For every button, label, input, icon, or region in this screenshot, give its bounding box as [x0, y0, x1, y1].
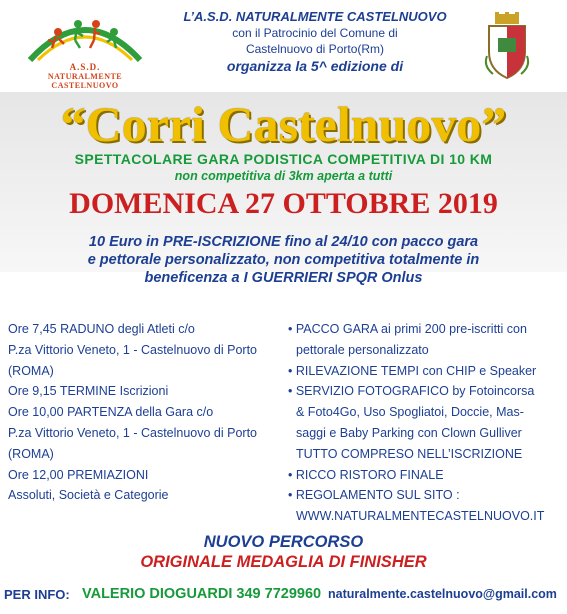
logo-line-3: CASTELNUOVO — [51, 81, 119, 90]
logo-line-1: A.S.D. — [69, 62, 101, 72]
preregistration-block — [15, 233, 552, 287]
service-line: • REGOLAMENTO SUL SITO : — [288, 488, 460, 503]
service-line: pettorale personalizzato — [296, 342, 429, 357]
club-logo — [20, 12, 150, 90]
service-line: & Foto4Go, Uso Spogliatoi, Doccie, Mas- — [296, 405, 524, 420]
schedule-list — [8, 319, 293, 506]
schedule-line: Ore 9,15 TERMINE Iscrizioni — [8, 384, 169, 399]
medal-heading: ORIGINALE MEDAGLIA DI FINISHER — [140, 553, 427, 571]
organizer-name: L’A.S.D. NATURALMENTE CASTELNUOVO — [183, 9, 447, 24]
service-line: TUTTO COMPRESO NELL’ISCRIZIONE — [296, 446, 523, 461]
event-subtitle-competitive: SPETTACOLARE GARA PODISTICA COMPETITIVA DI 10 KM — [74, 151, 493, 167]
schedule-line: Ore 12,00 PREMIAZIONI — [8, 467, 149, 482]
contact-email[interactable]: naturalmente.castelnuovo@gmail.com — [328, 587, 557, 601]
municipal-crest-icon — [483, 12, 531, 82]
website-link[interactable]: WWW.NATURALMENTECASTELNUOVO.IT — [296, 509, 545, 524]
logo-line-2: NATURALMENTE — [47, 72, 123, 81]
service-line: • PACCO GARA ai primi 200 pre-iscritti con — [288, 322, 527, 336]
event-title: “Corri Castelnuovo” — [60, 96, 507, 152]
schedule-line: (ROMA) — [8, 363, 54, 378]
service-line: • RICCO RISTORO FINALE — [288, 467, 444, 482]
event-date: DOMENICA 27 OTTOBRE 2019 — [69, 187, 498, 220]
header — [0, 0, 567, 90]
service-line: • SERVIZIO FOTOGRAFICO by Fotoincorsa — [288, 384, 535, 399]
edition-line: organizza la 5^ edizione di — [226, 58, 404, 74]
contact-name-phone[interactable]: VALERIO DIOGUARDI 349 7729960 — [82, 586, 322, 602]
service-line: saggi e Baby Parking con Clown Gulliver — [296, 425, 522, 440]
new-route-heading: NUOVO PERCORSO — [203, 533, 364, 551]
schedule-line: Assoluti, Società e Categorie — [8, 488, 169, 503]
schedule-line: Ore 10,00 PARTENZA della Gara c/o — [8, 405, 214, 420]
service-line: • RILEVAZIONE TEMPI con CHIP e Speaker — [288, 363, 537, 378]
contact-footer — [0, 584, 567, 612]
schedule-line: P.za Vittorio Veneto, 1 - Castelnuovo di Porto — [8, 425, 257, 440]
runners-arch-icon — [20, 12, 150, 62]
schedule-line: (ROMA) — [8, 446, 54, 461]
preregistration-line-2: e pettorale personalizzato, non competitiva totalmente in — [87, 252, 480, 268]
preregistration-line-1: 10 Euro in PRE-ISCRIZIONE fino al 24/10 con pacco gara — [88, 234, 479, 250]
info-label: PER INFO: — [4, 587, 70, 602]
event-subtitle-noncompetitive: non competitiva di 3km aperta a tutti — [174, 169, 393, 183]
schedule-line: P.za Vittorio Veneto, 1 - Castelnuovo di Porto — [8, 342, 257, 357]
preregistration-line-3: beneficenza a I GUERRIERI SPQR Onlus — [144, 270, 423, 286]
schedule-line: Ore 7,45 RADUNO degli Atleti c/o — [8, 322, 195, 336]
organizer-block — [150, 8, 480, 75]
services-list — [288, 319, 563, 527]
patronage-line: con il Patrocinio del Comune di — [232, 26, 398, 40]
municipality-line: Castelnuovo di Porto(Rm) — [245, 42, 385, 56]
